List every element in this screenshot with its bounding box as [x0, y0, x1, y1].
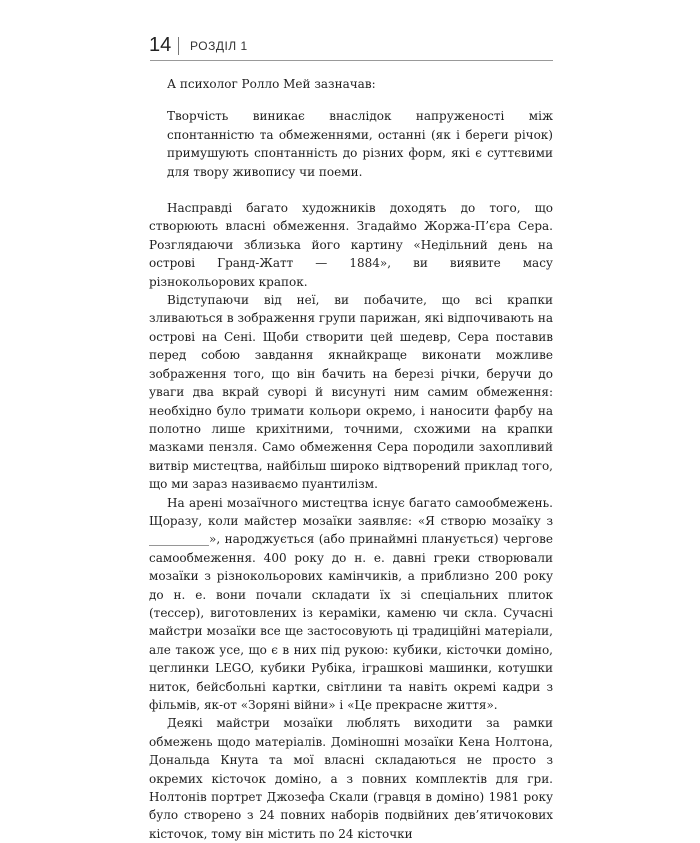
block-quote: Творчість виникає внаслідок напруженості між спонтанністю та обмеженнями, останні (як і береги річок) примушують спонтанність до різних форм, які є суттєвими для твору живопису чи поеми. — [167, 109, 553, 179]
header-divider — [178, 37, 179, 55]
page-body — [149, 75, 553, 843]
paragraph: Відступаючи від неї, ви побачите, що всі крапки зливаються в зображення групи парижан, які відпочивають на острові на Сені. Щоби створити цей шедевр, Сера поставив перед собою завдання якнайкраще виконати можливе зображення того, що він бачить на березі річки, беручи до уваги два вкрай суворі й висунуті ним самим обмеження: необхідно було тримати кольори окремо, і наносити фарбу на полотно лише крихітними, точними, схожими на крапки мазками пензля. Само обмеження Сера породили захопливий витвір мистецтва, найбільш широко відтворений приклад того, що ми зараз називаємо пуантилізм. — [149, 293, 553, 492]
page-number: 14 — [149, 34, 172, 56]
paragraph: Насправді багато художників доходять до того, що створюють власні обмеження. Згадаймо Жоржа-П’єра Сера. Розглядаючи зблизька його картину «Недільний день на острові Гранд-Жатт — 1884», ви виявите масу різнокольорових крапок. — [149, 201, 553, 289]
section-label: РОЗДІЛ 1 — [190, 39, 248, 53]
intro-line: А психолог Ролло Мей зазначав: — [167, 77, 376, 91]
header-rule — [150, 60, 553, 61]
paragraph: Деякі майстри мозаїки люблять виходити за рамки обмежень щодо матеріалів. Доміношні мозаїки Кена Нолтона, Дональда Кнута та мої власні складаються не просто з окремих кісточок доміно, а з повних комплектів для гри. Нолтонів портрет Джозефа Скали (гравця в доміно) 1981 року було створено з 24 повних наборів подвійних дев’ятичокових кісточок, тому він містить по 24 кісточки — [149, 716, 553, 841]
page-header — [0, 31, 700, 65]
paragraph: На арені мозаїчного мистецтва існує багато самообмежень. Щоразу, коли майстер мозаїки заявляє: «Я створю мозаїку з __________», народжується (або принаймні планується) чергове самообмеження. 400 року до н. е. давні греки створювали мозаїки з різнокольорових камінчиків, а приблизно 200 року до н. е. вони почали складати їх зі спеціальних плиток (тессер), виготовлених із кераміки, каменю чи скла. Сучасні майстри мозаїки все ще застосовують ці традиційні матеріали, але також усе, що є в них під рукою: кубики, кісточки доміно, цеглинки LEGO, кубики Рубіка, іграшкові машинки, котушки ниток, бейсбольні картки, світлини та навіть окремі кадри з фільмів, як-от «Зоряні війни» і «Це прекрасне життя». — [149, 495, 553, 712]
